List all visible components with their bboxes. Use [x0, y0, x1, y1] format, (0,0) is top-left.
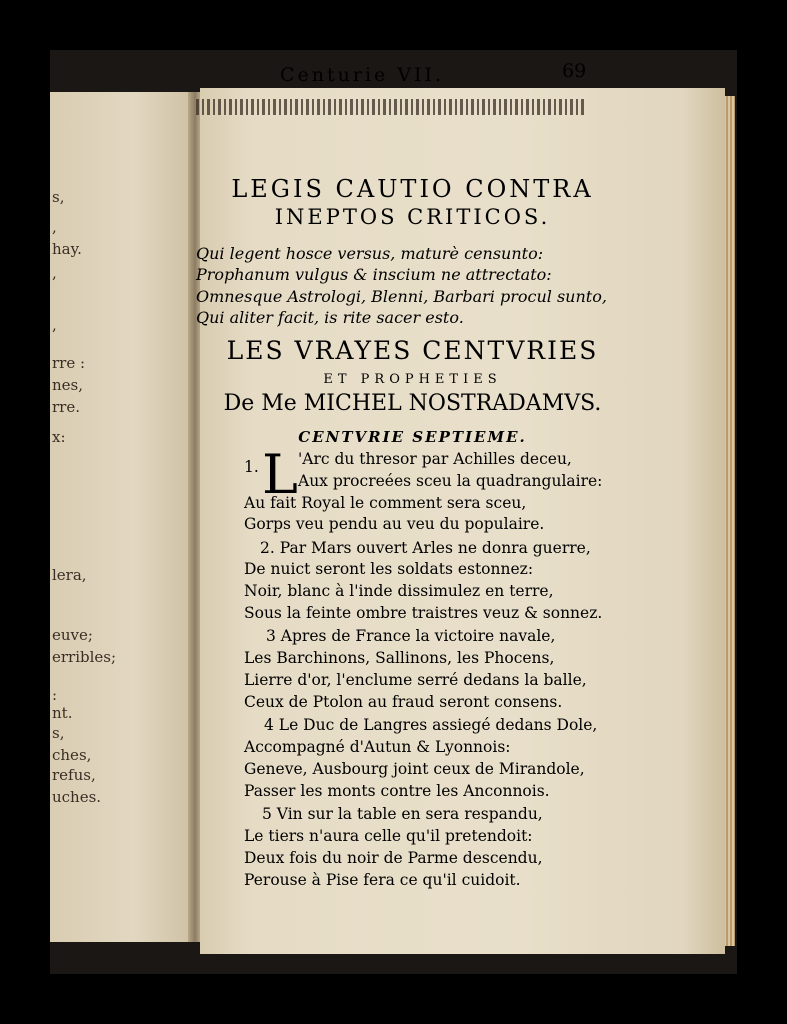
left-page-fragment: ches, [52, 746, 92, 764]
left-page-fragment: , [52, 264, 57, 282]
latin-verse-line: Omnesque Astrologi, Blenni, Barbari procul sunto, [196, 287, 607, 306]
latin-verse-line: Qui legent hosce versus, maturè censunto: [196, 244, 544, 263]
left-page-fragment: , [52, 218, 57, 236]
left-page-fragment: rre : [52, 354, 86, 372]
latin-verse-line: Qui aliter facit, is rite sacer esto. [196, 308, 464, 327]
verse-line: Passer les monts contre les Anconnois. [244, 782, 550, 800]
heading-main: LES VRAYES CENTVRIES [226, 336, 599, 365]
verse-line: 4 Le Duc de Langres assiegé dedans Dole, [264, 716, 598, 734]
verse-line: Aux procreées sceu la quadrangulaire: [298, 472, 603, 490]
verse-line: Le tiers n'aura celle qu'il pretendoit: [244, 827, 533, 845]
verse-line: Gorps veu pendu au veu du populaire. [244, 515, 545, 533]
left-page-fragment: lera, [52, 566, 87, 584]
verse-line: Sous la feinte ombre traistres veuz & sonnez. [244, 604, 603, 622]
left-page-fragment: refus, [52, 766, 96, 784]
heading-subtitle: ET PROPHETIES [323, 372, 502, 387]
verse-line: 'Arc du thresor par Achilles deceu, [298, 450, 572, 468]
latin-title-line-1: LEGIS CAUTIO CONTRA [231, 175, 594, 203]
verse-line: Lierre d'or, l'enclume serré dedans la balle, [244, 671, 587, 689]
verse-line: 5 Vin sur la table en sera respandu, [262, 805, 543, 823]
left-page-fragment: rre. [52, 398, 80, 416]
heading-author: De Me MICHEL NOSTRADAMVS. [223, 391, 602, 416]
verse-line: 2. Par Mars ouvert Arles ne donra guerre, [260, 539, 591, 557]
left-page-fragment: , [52, 316, 57, 334]
latin-verse-line: Prophanum vulgus & inscium ne attrectato: [196, 265, 552, 284]
running-head: Centurie VII. [280, 64, 445, 86]
left-page-fragment: euve; [52, 626, 93, 644]
left-page-fragment: s, [52, 724, 65, 742]
left-page-fragment: nt. [52, 704, 73, 722]
ornament-band [196, 99, 586, 115]
verse-line: Au fait Royal le comment sera sceu, [244, 494, 527, 512]
left-page-fragment: nes, [52, 376, 84, 394]
verse-line: De nuict seront les soldats estonnez: [244, 560, 534, 578]
page-number: 69 [562, 60, 587, 82]
left-page-fragment: hay. [52, 240, 82, 258]
verse-line: Perouse à Pise fera ce qu'il cuidoit. [244, 871, 521, 889]
left-page-fragment: uches. [52, 788, 102, 806]
left-page-fragment: : [52, 686, 58, 704]
verse-number: 1. [244, 458, 259, 476]
latin-title-line-2: INEPTOS CRITICOS. [274, 205, 551, 229]
verse-line: Accompagné d'Autun & Lyonnois: [244, 738, 511, 756]
heading-century: CENTVRIE SEPTIEME. [298, 428, 527, 446]
verse-line: 3 Apres de France la victoire navale, [266, 627, 556, 645]
verse-line: Noir, blanc à l'inde dissimulez en terre, [244, 582, 554, 600]
verse-line: Ceux de Ptolon au fraud seront consens. [244, 693, 563, 711]
left-page-fragment: erribles; [52, 648, 117, 666]
drop-cap: L [262, 443, 298, 506]
left-page-fragment: s, [52, 188, 65, 206]
verse-line: Geneve, Ausbourg joint ceux de Mirandole, [244, 760, 585, 778]
verse-line: Deux fois du noir de Parme descendu, [244, 849, 543, 867]
left-page-fragment: x: [52, 428, 66, 446]
verse-line: Les Barchinons, Sallinons, les Phocens, [244, 649, 555, 667]
